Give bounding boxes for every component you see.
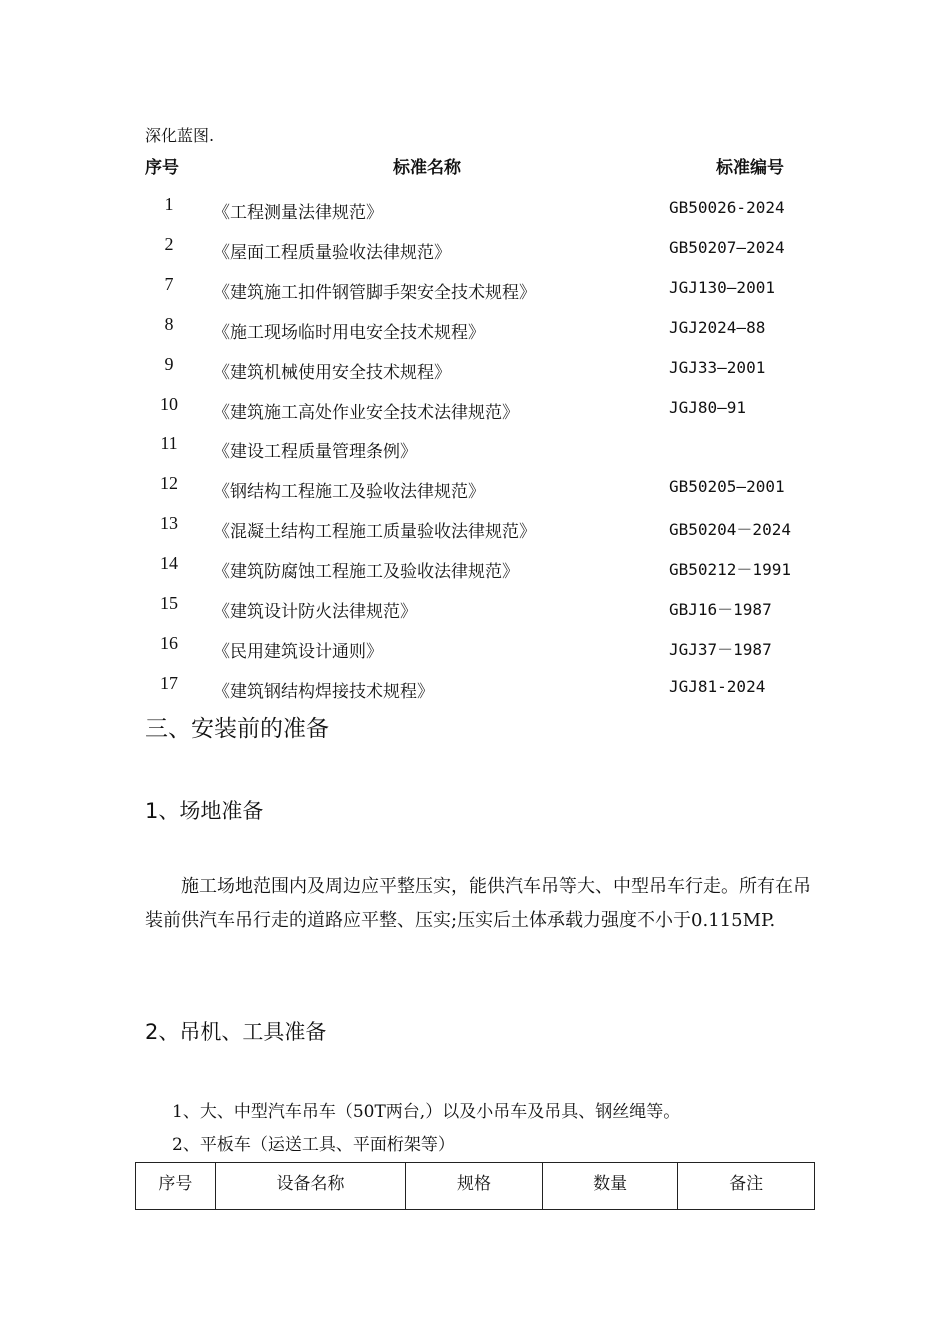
standard-name: 《建筑施工高处作业安全技术法律规范》 [213,403,519,423]
standard-number: 14 [160,553,178,573]
standard-number: 8 [164,314,174,334]
standard-number: 12 [160,473,178,493]
standard-code: JGJ80—91 [669,398,747,417]
site-paragraph [145,870,815,938]
table-header-quantity: 数量 [542,1163,678,1210]
standard-row [0,553,950,582]
standard-row [0,473,950,502]
standard-number: 10 [160,394,178,414]
standard-row [0,433,950,462]
standards-header-name: 标准名称 [393,158,461,178]
list-item: 2、平板车（运送工具、平面桁架等） [172,1135,455,1155]
standard-row [0,274,950,303]
list-item: 1、大、中型汽车吊车（50T两台,）以及小吊车及吊具、钢丝绳等。 [172,1102,681,1122]
standard-code: GB50207—2024 [669,238,785,257]
standards-header-seq: 序号 [145,158,179,178]
standard-row [0,673,950,702]
table-header-seq: 序号 [136,1163,216,1210]
standard-name: 《民用建筑设计通则》 [213,642,383,662]
standard-name: 《建筑设计防火法律规范》 [213,602,417,622]
standard-name: 《混凝土结构工程施工质量验收法律规范》 [213,522,536,542]
standard-number: 11 [160,433,178,453]
standard-number: 7 [164,274,174,294]
standard-number: 2 [164,234,174,254]
standard-name: 《建筑施工扣件钢管脚手架安全技术规程》 [213,283,536,303]
standard-code: GB50026-2024 [669,198,785,217]
standard-code: JGJ2024—88 [669,318,766,337]
standard-name: 《建设工程质量管理条例》 [213,442,417,462]
standard-number: 9 [164,354,174,374]
table-header-spec: 规格 [406,1163,543,1210]
standard-number: 15 [160,593,178,613]
standard-name: 《钢结构工程施工及验收法律规范》 [213,482,485,502]
standard-code: JGJ81-2024 [669,677,766,696]
standard-row [0,194,950,223]
standard-name: 《建筑防腐蚀工程施工及验收法律规范》 [213,562,519,582]
standard-name: 《建筑机械使用安全技术规程》 [213,363,451,383]
standard-row [0,234,950,263]
standard-code: GBJ16－1987 [669,600,772,619]
standard-number: 16 [160,633,178,653]
standard-code: GB50204－2024 [669,520,791,539]
equipment-table [135,1162,815,1210]
subsection-title-site: 1、场地准备 [145,799,264,823]
standard-code: GB50212－1991 [669,560,791,579]
standard-name: 《建筑钢结构焊接技术规程》 [213,682,434,702]
standard-code: GB50205—2001 [669,477,785,496]
standard-number: 17 [160,673,178,693]
section-title: 三、安装前的准备 [145,716,329,742]
table-header-row [136,1163,815,1210]
standard-code: JGJ130—2001 [669,278,775,297]
standard-row [0,513,950,542]
standard-row [0,314,950,343]
standard-row [0,354,950,383]
intro-text: 深化蓝图. [145,126,215,145]
standard-row [0,394,950,423]
standard-row [0,633,950,662]
standard-code: JGJ33—2001 [669,358,766,377]
standards-header-code: 标准编号 [716,158,784,178]
standard-name: 《工程测量法律规范》 [213,203,383,223]
standard-name: 《施工现场临时用电安全技术规程》 [213,323,485,343]
standard-number: 1 [164,194,174,214]
subsection-title-equipment: 2、吊机、工具准备 [145,1020,327,1044]
table-header-device-name: 设备名称 [215,1163,405,1210]
standard-number: 13 [160,513,178,533]
standard-row [0,593,950,622]
standard-code: JGJ37－1987 [669,640,772,659]
site-paragraph-text: 施工场地范围内及周边应平整压实，能供汽车吊等大、中型吊车行走。所有在吊装前供汽车吊行走的道路应平整、压实;压实后土体承载力强度不小于0.115MP. [145,876,811,931]
standard-name: 《屋面工程质量验收法律规范》 [213,243,451,263]
table-header-remark: 备注 [678,1163,815,1210]
